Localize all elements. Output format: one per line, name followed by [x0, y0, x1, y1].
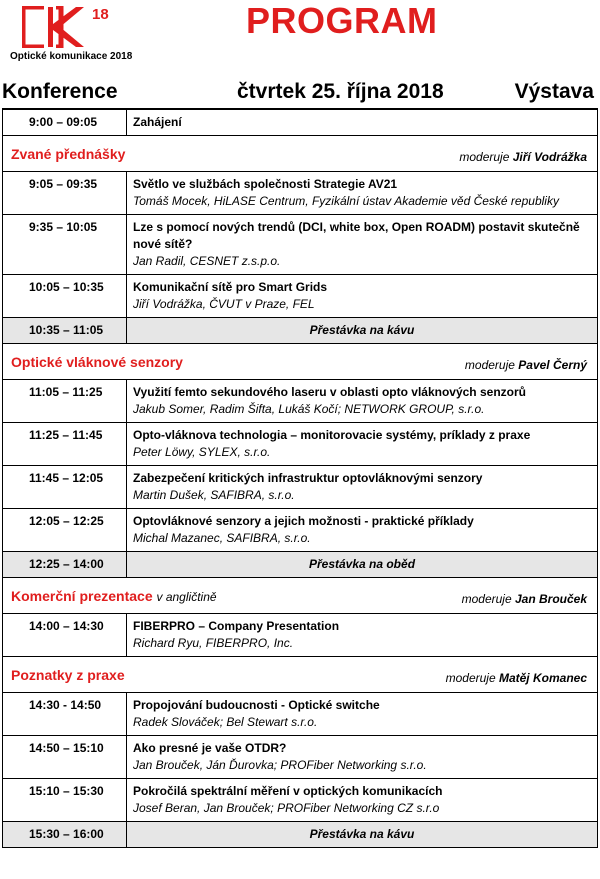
row-time: 12:25 – 14:00 [3, 552, 127, 577]
row-time: 11:05 – 11:25 [3, 380, 127, 422]
row-time: 11:45 – 12:05 [3, 466, 127, 508]
talk-authors: Martin Dušek, SAFIBRA, s.r.o. [133, 488, 295, 502]
talk-title: Komunikační sítě pro Smart Grids [133, 280, 328, 294]
header-conference: Konference [2, 80, 118, 103]
talk-row [3, 275, 597, 318]
row-time: 15:10 – 15:30 [3, 779, 127, 821]
section-header-commercial [3, 578, 597, 614]
schedule-row-opening [3, 110, 597, 136]
talk-authors: Jakub Somer, Radim Šifta, Lukáš Kočí; NETWORK GROUP, s.r.o. [133, 402, 485, 416]
section-title: Zvané přednášky [11, 146, 126, 162]
section-moderator: moderuje Pavel Černý [464, 358, 587, 372]
break-label: Přestávka na oběd [308, 557, 416, 571]
talk-row [3, 172, 597, 215]
break-row [3, 552, 597, 578]
section-title: Poznatky z praxe [11, 667, 125, 683]
row-time: 9:35 – 10:05 [3, 215, 127, 274]
talk-title: Lze s pomocí nových trendů (DCI, white box, Open ROADM) postavit skutečně nové sítě? [133, 220, 580, 251]
row-time: 11:25 – 11:45 [3, 423, 127, 465]
talk-authors: Jiří Vodrážka, ČVUT v Praze, FEL [133, 297, 315, 311]
row-time: 9:00 – 09:05 [3, 110, 127, 135]
break-row [3, 318, 597, 344]
schedule-table [2, 108, 598, 848]
talk-title: Propojování budoucnosti - Optické switche [133, 698, 380, 712]
section-moderator: moderuje Matěj Komanec [445, 671, 587, 685]
talk-row [3, 736, 597, 779]
talk-authors: Michal Mazanec, SAFIBRA, s.r.o. [133, 531, 311, 545]
talk-row [3, 466, 597, 509]
ok-logo-icon [22, 6, 88, 48]
talk-title: Zabezpečení kritických infrastruktur optovláknovými senzory [133, 471, 483, 485]
talk-title: FIBERPRO – Company Presentation [133, 619, 340, 633]
talk-title: Světlo ve službách společnosti Strategie AV21 [133, 177, 398, 191]
talk-row [3, 614, 597, 657]
page-title: PROGRAM [246, 0, 438, 41]
row-time: 12:05 – 12:25 [3, 509, 127, 551]
talk-authors: Peter Löwy, SYLEX, s.r.o. [133, 445, 271, 459]
schedule-header [2, 80, 598, 106]
logo-year-number: 18 [92, 6, 109, 23]
row-time: 14:00 – 14:30 [3, 614, 127, 656]
break-row [3, 822, 597, 848]
section-moderator: moderuje Jan Brouček [461, 592, 587, 606]
talk-title: Pokročilá spektrální měření v optických komunikacích [133, 784, 443, 798]
talk-authors: Tomáš Mocek, HiLASE Centrum, Fyzikální ústav Akademie věd České republiky [133, 194, 559, 208]
talk-title: Ako presné je vaše OTDR? [133, 741, 287, 755]
header-exhibition: Výstava [514, 80, 594, 103]
logo-subtitle: Optické komunikace 2018 [10, 51, 133, 62]
talk-row [3, 380, 597, 423]
talk-authors: Jan Brouček, Ján Ďurovka; PROFiber Networking s.r.o. [133, 758, 427, 772]
row-time: 10:35 – 11:05 [3, 318, 127, 343]
section-header-practice [3, 657, 597, 693]
break-label: Přestávka na kávu [309, 827, 415, 841]
talk-title: Využití femto sekundového laseru v oblasti opto vláknových senzorů [133, 385, 526, 399]
section-title: Optické vláknové senzory [11, 354, 183, 370]
row-title: Zahájení [133, 115, 182, 129]
row-time: 14:30 - 14:50 [3, 693, 127, 735]
talk-row [3, 693, 597, 736]
talk-row [3, 215, 597, 275]
section-header-invited-talks [3, 136, 597, 172]
header-date: čtvrtek 25. října 2018 [237, 80, 444, 103]
row-time: 14:50 – 15:10 [3, 736, 127, 778]
talk-authors: Jan Radil, CESNET z.s.p.o. [133, 254, 281, 268]
talk-authors: Radek Slováček; Bel Stewart s.r.o. [133, 715, 318, 729]
break-label: Přestávka na kávu [309, 323, 415, 337]
row-time: 10:05 – 10:35 [3, 275, 127, 317]
talk-row [3, 423, 597, 466]
conference-logo [10, 6, 140, 62]
row-time: 15:30 – 16:00 [3, 822, 127, 847]
talk-authors: Richard Ryu, FIBERPRO, Inc. [133, 636, 294, 650]
talk-title: Opto-vláknova technologia – monitorovacie systémy, príklady z praxe [133, 428, 531, 442]
section-title: Komerční prezentace v angličtině [11, 588, 217, 604]
talk-row [3, 779, 597, 822]
row-time: 9:05 – 09:35 [3, 172, 127, 214]
talk-row [3, 509, 597, 552]
talk-authors: Josef Beran, Jan Brouček; PROFiber Networking CZ s.r.o [133, 801, 440, 815]
section-note: v angličtině [156, 590, 217, 604]
section-moderator: moderuje Jiří Vodrážka [459, 150, 587, 164]
talk-title: Optovláknové senzory a jejich možnosti - praktické příklady [133, 514, 474, 528]
section-header-fiber-sensors [3, 344, 597, 380]
